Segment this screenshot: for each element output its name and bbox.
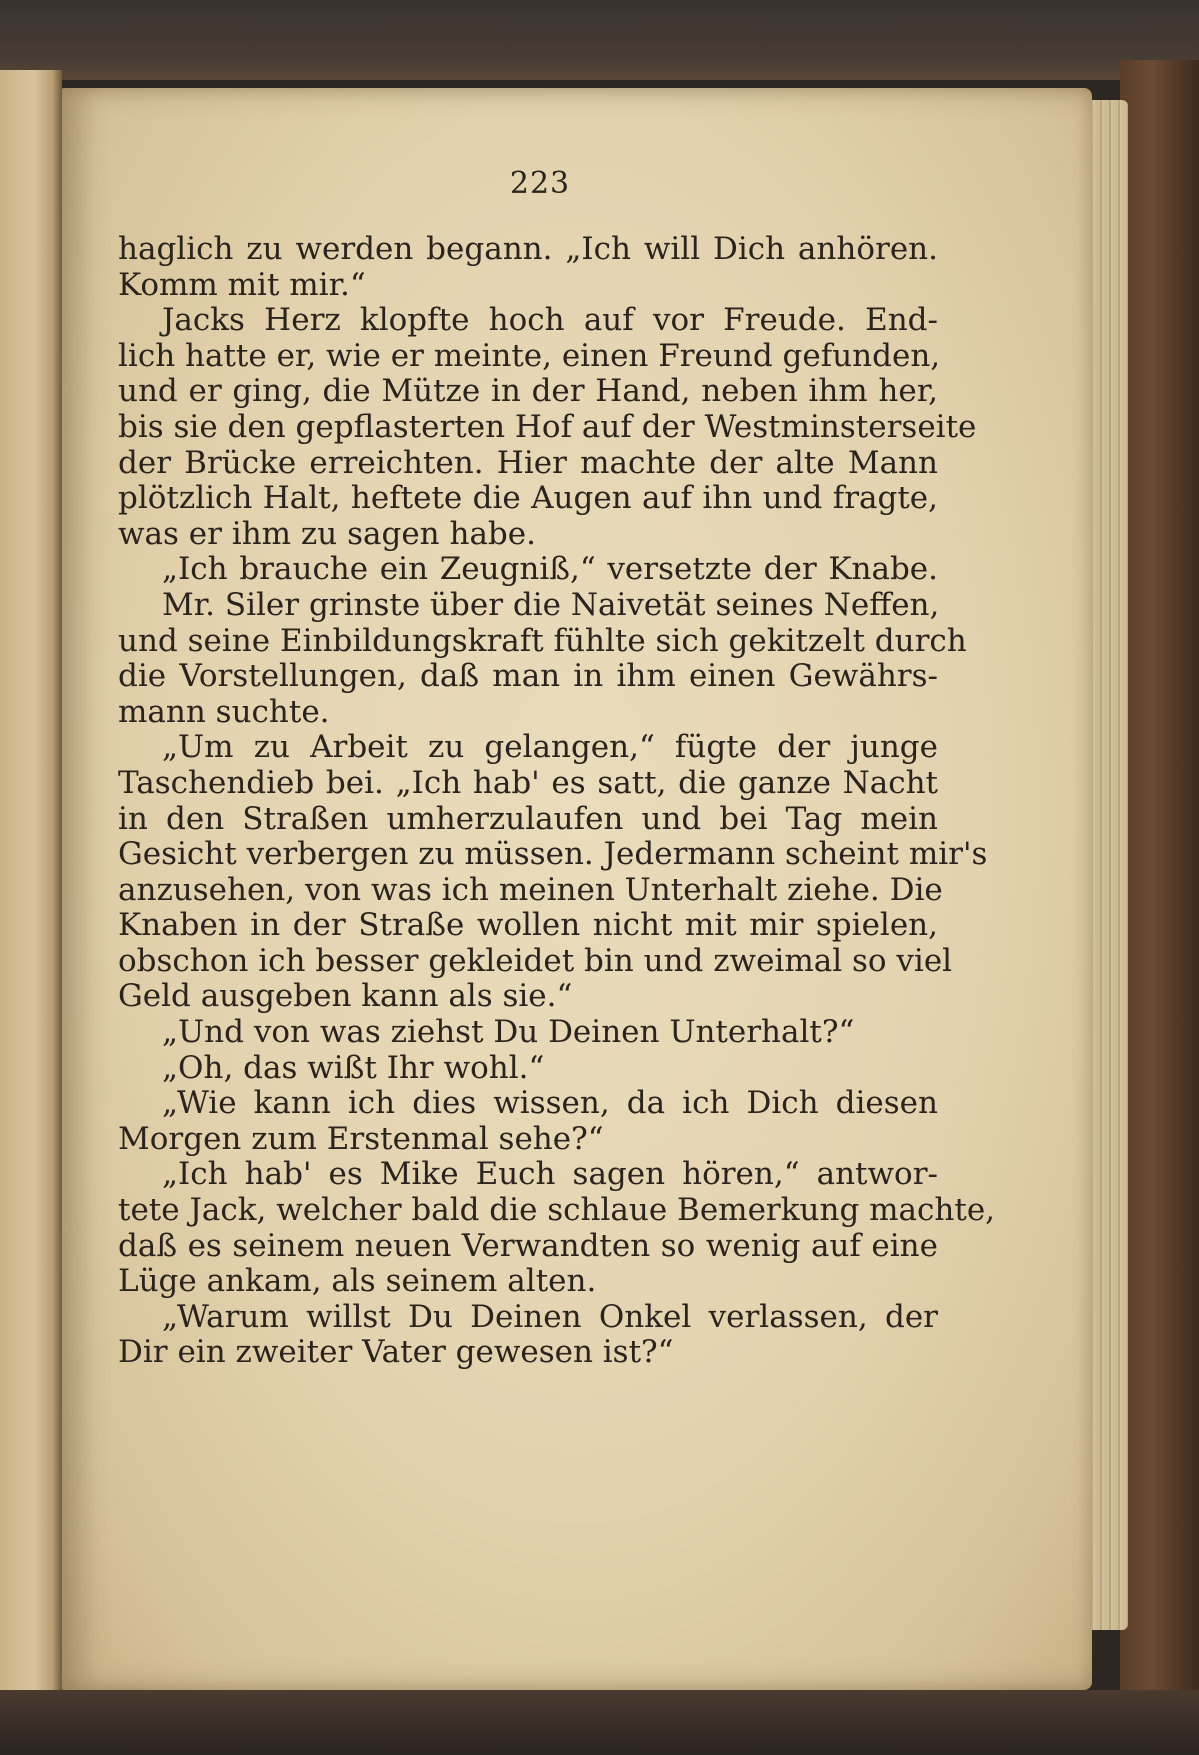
- text-line: haglich zu werden begann. „Ich will Dich anhören.: [118, 231, 938, 267]
- body-text: [118, 231, 996, 1371]
- text-line: „Oh, das wißt Ihr wohl.“: [162, 1049, 545, 1086]
- text-line: die Vorstellungen, daß man in ihm einen Gewährs-: [118, 658, 938, 695]
- text-line: obschon ich besser gekleidet bin und zweimal so viel: [118, 942, 953, 979]
- text-line: der Brücke erreichten. Hier machte der alte Mann: [118, 444, 938, 481]
- text-line: „Warum willst Du Deinen Onkel verlassen, der: [162, 1298, 938, 1335]
- text-line: Mr. Siler grinste über die Naivetät seines Neffen,: [162, 586, 940, 623]
- text-line: in den Straßen umherzulaufen und bei Tag mein: [118, 800, 938, 837]
- text-line: Komm mit mir.“: [118, 266, 366, 303]
- text-line: Knaben in der Straße wollen nicht mit mir spielen,: [118, 907, 938, 944]
- left-facing-page: [0, 70, 62, 1690]
- text-line: lich hatte er, wie er meinte, einen Freund gefunden,: [118, 337, 941, 374]
- text-line: Gesicht verbergen zu müssen. Jedermann scheint mir's: [118, 836, 988, 873]
- backing-board-bottom: [0, 1690, 1199, 1755]
- text-line: daß es seinem neuen Verwandten so wenig auf eine: [118, 1227, 938, 1264]
- text-line: „Wie kann ich dies wissen, da ich Dich diesen: [162, 1085, 938, 1122]
- text-line: Jacks Herz klopfte hoch auf vor Freude. End-: [162, 302, 938, 339]
- text-line: „Und von was ziehst Du Deinen Unterhalt?“: [162, 1014, 855, 1051]
- leather-cover-edge: [1120, 60, 1199, 1700]
- text-line: anzusehen, von was ich meinen Unterhalt ziehe. Die: [118, 871, 943, 908]
- text-line: und seine Einbildungskraft fühlte sich gekitzelt durch: [118, 622, 967, 659]
- text-line: Taschendieb bei. „Ich hab' es satt, die ganze Nacht: [118, 764, 938, 801]
- text-line: tete Jack, welcher bald die schlaue Bemerkung machte,: [118, 1192, 996, 1229]
- text-line: mann suchte.: [118, 693, 330, 730]
- text-line: „Ich hab' es Mike Euch sagen hören,“ antwor-: [162, 1156, 938, 1193]
- text-line: Lüge ankam, als seinem alten.: [118, 1263, 597, 1300]
- text-line: was er ihm zu sagen habe.: [118, 515, 536, 552]
- text-line: bis sie den gepflasterten Hof auf der Westminsterseite: [118, 408, 977, 445]
- text-line: Geld ausgeben kann als sie.“: [118, 978, 573, 1015]
- page-number: 223: [509, 166, 571, 201]
- text-line: Dir ein zweiter Vater gewesen ist?“: [118, 1334, 674, 1371]
- text-line: und er ging, die Mütze in der Hand, neben ihm her,: [118, 373, 938, 410]
- backing-board-top: [0, 0, 1199, 80]
- text-line: „Ich brauche ein Zeugniß,“ versetzte der Knabe.: [162, 551, 938, 588]
- text-line: Morgen zum Erstenmal sehe?“: [118, 1120, 604, 1157]
- text-line: plötzlich Halt, heftete die Augen auf ihn und fragte,: [118, 480, 938, 517]
- text-line: „Um zu Arbeit zu gelangen,“ fügte der junge: [162, 729, 938, 766]
